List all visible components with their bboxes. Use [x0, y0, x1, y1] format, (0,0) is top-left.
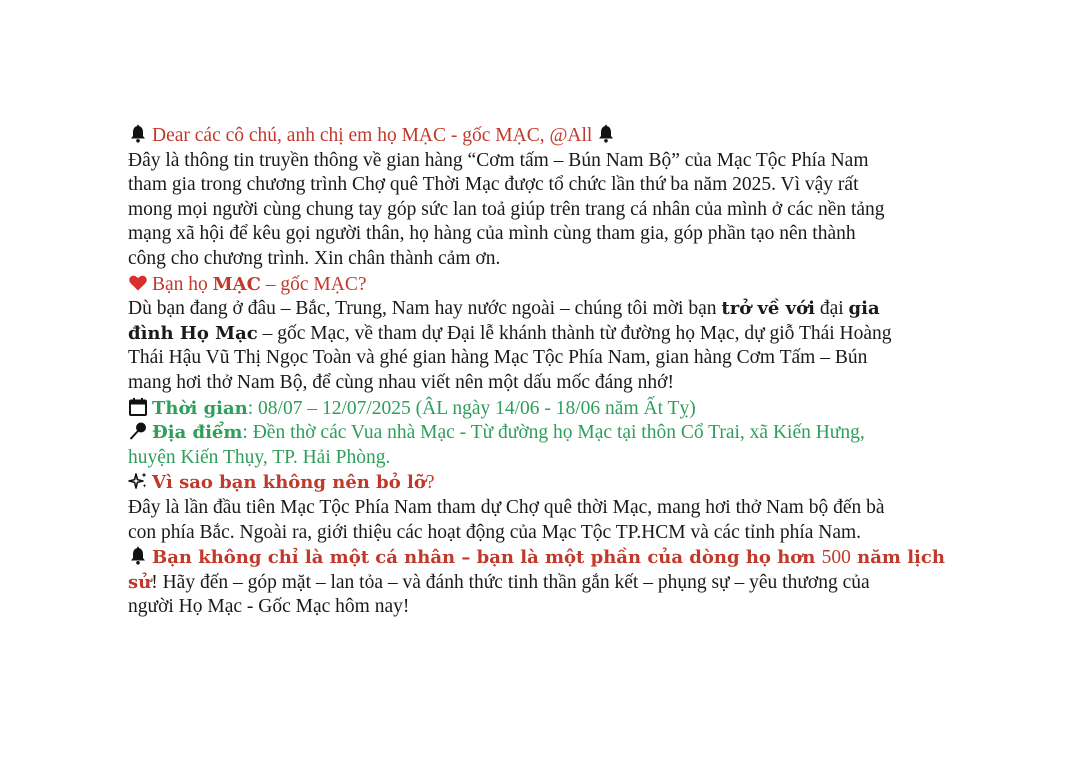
intro-line: tham gia trong chương trình Chợ quê Thời Mạc được tổ chức lần thứ ba năm 2025. Vì vậy rất: [128, 174, 859, 196]
closing-bold: sử: [128, 571, 152, 593]
intro-paragraph: [128, 149, 958, 272]
why-line: con phía Bắc. Ngoài ra, giới thiệu các hoạt động của Mạc Tộc TP.HCM và các tỉnh phía Nam.: [128, 521, 862, 543]
question-bold: MẠC: [212, 273, 261, 295]
location-line: huyện Kiến Thụy, TP. Hải Phòng.: [128, 446, 391, 468]
invitation-text: – gốc Mạc, về tham dự Đại lễ khánh thành từ đường họ Mạc, dự giỗ Thái Hoàng: [257, 322, 892, 344]
invitation-paragraph: [128, 297, 958, 395]
closing-line: người Họ Mạc - Gốc Mạc hôm nay!: [128, 596, 410, 618]
closing-line: [128, 546, 958, 571]
closing-line: [128, 571, 958, 596]
why-heading: [128, 471, 958, 496]
question-post: – gốc MẠC?: [260, 273, 367, 295]
invitation-text: Dù bạn đang ở đâu – Bắc, Trung, Nam hay nước ngoài – chúng tôi mời bạn: [128, 298, 722, 320]
why-paragraph: [128, 496, 958, 545]
greeting-text: Dear các cô chú, anh chị em họ MẠC - gốc MẠC, @All: [152, 125, 593, 146]
greeting-line: [128, 124, 958, 149]
time-label: Thời gian: [152, 397, 248, 419]
bell-icon: [128, 124, 148, 144]
question-pre: Bạn họ: [152, 273, 213, 295]
invitation-bold: trở về với: [721, 298, 815, 320]
location-value: : Đền thờ các Vua nhà Mạc - Từ đường họ Mạc tại thôn Cổ Trai, xã Kiến Hưng,: [242, 422, 865, 444]
intro-line: Đây là thông tin truyền thông về gian hàng “Cơm tấm – Bún Nam Bộ” của Mạc Tộc Phía Nam: [128, 149, 869, 171]
intro-line: công cho chương trình. Xin chân thành cảm ơn.: [128, 247, 501, 269]
closing-text: ! Hãy đến – góp mặt – lan tỏa – và đánh thức tinh thần gắn kết – phụng sự – yêu thương của: [151, 571, 870, 593]
invitation-line: Thái Hậu Vũ Thị Ngọc Toàn và ghé gian hàng Mạc Tộc Phía Nam, gian hàng Cơm Tấm – Bún: [128, 347, 868, 369]
closing-bold: năm lịch: [850, 547, 945, 569]
calendar-icon: [128, 397, 148, 417]
document-body: [128, 124, 958, 620]
invitation-line: mang hơi thở Nam Bộ, để cùng nhau viết nên một dấu mốc đáng nhớ!: [128, 371, 674, 393]
invitation-bold: đình Họ Mạc: [128, 322, 258, 344]
closing-paragraph: [128, 546, 958, 620]
time-line: [128, 397, 958, 422]
heart-icon: [128, 273, 148, 293]
why-line: Đây là lần đầu tiên Mạc Tộc Phía Nam tham dự Chợ quê thời Mạc, mang hơi thở Nam bộ đến bà: [128, 496, 885, 518]
invitation-line: [128, 322, 958, 347]
invitation-line: [128, 297, 958, 322]
bell-icon: [596, 124, 616, 144]
question-heading: [128, 273, 958, 298]
time-value: : 08/07 – 12/07/2025 (ÂL ngày 14/06 - 18/06 năm Ất Tỵ): [247, 397, 696, 419]
why-post: ?: [425, 472, 435, 494]
location-line: [128, 421, 958, 446]
location-label: Địa điểm: [152, 422, 243, 444]
invitation-bold: gia: [848, 298, 880, 320]
invitation-text: đại: [814, 298, 849, 320]
bell-icon: [128, 546, 148, 566]
intro-line: mạng xã hội để kêu gọi người thân, họ hàng của mình cùng tham gia, góp phần tạo nên thành: [128, 223, 856, 245]
closing-bold: Bạn không chỉ là một cá nhân – bạn là một phần của dòng họ hơn: [152, 547, 822, 569]
sparkles-icon: [128, 471, 148, 491]
intro-line: mong mọi người cùng chung tay góp sức lan toả giúp trên trang cá nhân của mình ở các nền tảng: [128, 198, 885, 220]
location-block: [128, 421, 958, 470]
closing-number: 500: [821, 547, 851, 569]
why-bold: Vì sao bạn không nên bỏ lỡ: [152, 472, 426, 494]
pushpin-icon: [128, 421, 148, 441]
